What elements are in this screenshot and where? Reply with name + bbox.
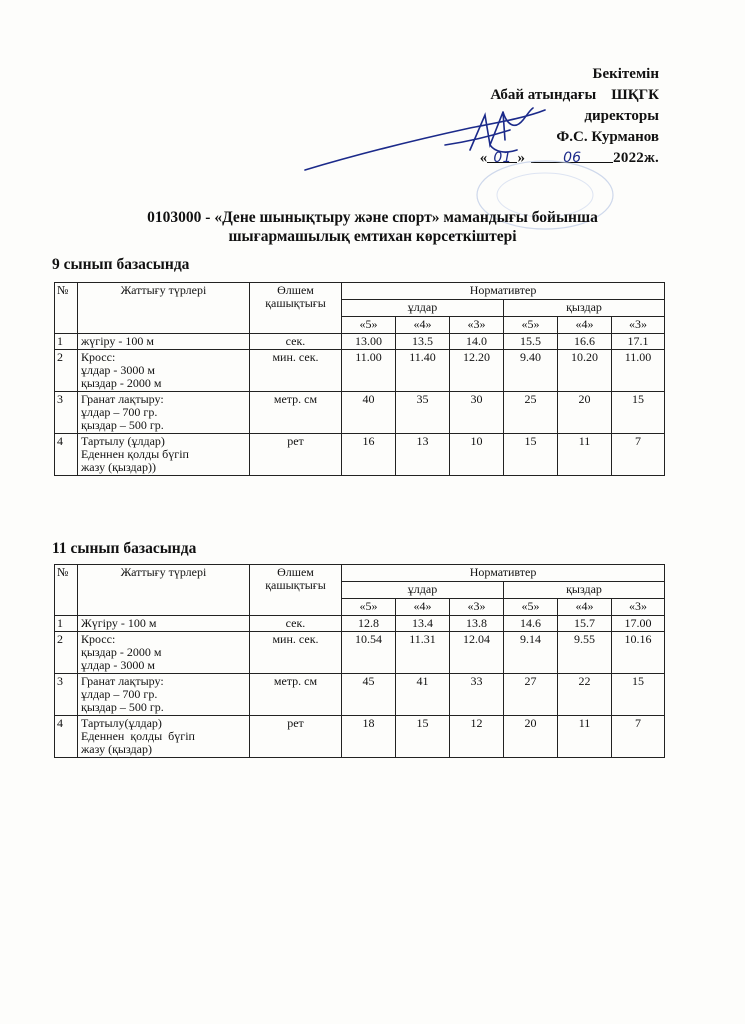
value-cell: 40 — [342, 392, 396, 434]
row-exercise — [78, 674, 250, 716]
approval-title: Бекітемін — [592, 66, 659, 82]
table-row — [55, 616, 665, 632]
value-cell: 16 — [342, 434, 396, 476]
table-row — [55, 632, 665, 674]
header-unit: Өлшем қашықтығы — [250, 283, 342, 334]
title-line-2: шығармашылық емтихан көрсеткіштері — [228, 228, 517, 245]
norms-table-11 — [54, 564, 665, 758]
row-num: 2 — [55, 632, 78, 674]
value-cell: 10.20 — [558, 350, 612, 392]
header-unit: Өлшем қашықтығы — [250, 565, 342, 616]
exercise-line: Гранат лақтыру: — [81, 674, 164, 688]
row-exercise — [78, 334, 250, 350]
value-cell: 9.14 — [504, 632, 558, 674]
section-9-title: 9 сынып базасында — [52, 256, 190, 273]
table-row — [55, 674, 665, 716]
value-cell: 12.8 — [342, 616, 396, 632]
value-cell: 9.55 — [558, 632, 612, 674]
row-unit: сек. — [250, 616, 342, 632]
approval-position: директоры — [584, 108, 659, 124]
exercise-line: Гранат лақтыру: — [81, 392, 164, 406]
row-unit: рет — [250, 434, 342, 476]
row-num: 4 — [55, 434, 78, 476]
value-cell: 17.1 — [612, 334, 665, 350]
value-cell: 30 — [450, 392, 504, 434]
value-cell: 35 — [396, 392, 450, 434]
row-num: 1 — [55, 334, 78, 350]
table-row — [55, 392, 665, 434]
value-cell: 11.31 — [396, 632, 450, 674]
exercise-line: ұлдар - 3000 м — [81, 658, 156, 672]
row-unit: мин. сек. — [250, 350, 342, 392]
exercise-line: Тартылу (ұлдар) — [81, 434, 165, 448]
section-11-title: 11 сынып базасында — [52, 540, 197, 557]
exercise-line: Жүгіру - 100 м — [81, 616, 157, 630]
exercise-line: Еденнен қолды бүгіп — [81, 447, 189, 461]
exercise-line: қыздар – 500 гр. — [81, 418, 164, 432]
header-grade-3: «3» — [612, 599, 665, 616]
header-girls: қыздар — [504, 582, 665, 599]
row-unit: сек. — [250, 334, 342, 350]
value-cell: 13.5 — [396, 334, 450, 350]
row-exercise — [78, 716, 250, 758]
exercise-line: Кросс: — [81, 350, 116, 364]
value-cell: 13.8 — [450, 616, 504, 632]
row-num: 3 — [55, 674, 78, 716]
table-row — [55, 350, 665, 392]
row-exercise — [78, 632, 250, 674]
value-cell: 12.20 — [450, 350, 504, 392]
header-grade-4: «4» — [396, 599, 450, 616]
value-cell: 16.6 — [558, 334, 612, 350]
exercise-line: Кросс: — [81, 632, 116, 646]
value-cell: 13.00 — [342, 334, 396, 350]
value-cell: 7 — [612, 434, 665, 476]
exercise-line: жазу (қыздар) — [81, 742, 152, 756]
header-exercise: Жаттығу түрлері — [78, 565, 250, 616]
header-grade-5: «5» — [342, 599, 396, 616]
exercise-line: ұлдар – 700 гр. — [81, 687, 158, 701]
value-cell: 9.40 — [504, 350, 558, 392]
row-num: 3 — [55, 392, 78, 434]
header-norms: Нормативтер — [342, 283, 665, 300]
exercise-line: жазу (қыздар)) — [81, 460, 156, 474]
exercise-line: ұлдар - 3000 м — [81, 363, 156, 377]
value-cell: 25 — [504, 392, 558, 434]
value-cell: 10.54 — [342, 632, 396, 674]
header-num: № — [55, 283, 78, 334]
header-grade-5: «5» — [342, 317, 396, 334]
value-cell: 12.04 — [450, 632, 504, 674]
row-unit: рет — [250, 716, 342, 758]
value-cell: 11.00 — [612, 350, 665, 392]
value-cell: 11 — [558, 434, 612, 476]
value-cell: 13 — [396, 434, 450, 476]
row-num: 2 — [55, 350, 78, 392]
value-cell: 11.00 — [342, 350, 396, 392]
exercise-line: Тартылу(ұлдар) — [81, 716, 162, 730]
value-cell: 20 — [504, 716, 558, 758]
header-exercise: Жаттығу түрлері — [78, 283, 250, 334]
header-grade-4: «4» — [396, 317, 450, 334]
value-cell: 12 — [450, 716, 504, 758]
header-num: № — [55, 565, 78, 616]
exercise-line: қыздар – 500 гр. — [81, 700, 164, 714]
document-title — [0, 208, 745, 246]
header-girls: қыздар — [504, 300, 665, 317]
date-month: 06 — [563, 150, 582, 166]
exercise-line: Еденнен қолды бүгіп — [81, 729, 195, 743]
value-cell: 13.4 — [396, 616, 450, 632]
approval-org: Абай атындағы ШҚГК — [490, 87, 659, 103]
row-exercise — [78, 392, 250, 434]
row-exercise — [78, 350, 250, 392]
value-cell: 7 — [612, 716, 665, 758]
exercise-line: қыздар - 2000 м — [81, 645, 162, 659]
table-row — [55, 716, 665, 758]
header-boys: ұлдар — [342, 300, 504, 317]
row-num: 4 — [55, 716, 78, 758]
value-cell: 15 — [396, 716, 450, 758]
row-exercise — [78, 434, 250, 476]
exercise-line: жүгіру - 100 м — [81, 334, 154, 348]
date-day: 01 — [493, 150, 512, 166]
value-cell: 15.7 — [558, 616, 612, 632]
row-unit: мин. сек. — [250, 632, 342, 674]
table-row — [55, 434, 665, 476]
exercise-line: қыздар - 2000 м — [81, 376, 162, 390]
value-cell: 15 — [612, 674, 665, 716]
row-unit: метр. см — [250, 674, 342, 716]
value-cell: 20 — [558, 392, 612, 434]
value-cell: 15 — [504, 434, 558, 476]
value-cell: 33 — [450, 674, 504, 716]
value-cell: 11 — [558, 716, 612, 758]
exercise-line: ұлдар – 700 гр. — [81, 405, 158, 419]
value-cell: 41 — [396, 674, 450, 716]
value-cell: 22 — [558, 674, 612, 716]
value-cell: 11.40 — [396, 350, 450, 392]
title-line-1: 0103000 - «Дене шынықтыру және спорт» мамандығы бойынша — [147, 209, 598, 226]
header-grade-5: «5» — [504, 317, 558, 334]
date-quote-open: « — [479, 150, 488, 166]
header-grade-3: «3» — [450, 599, 504, 616]
value-cell: 18 — [342, 716, 396, 758]
value-cell: 14.0 — [450, 334, 504, 350]
value-cell: 15 — [612, 392, 665, 434]
date-quote-close: » — [517, 150, 526, 166]
header-grade-4: «4» — [558, 317, 612, 334]
date-year: 2022ж. — [613, 150, 659, 166]
header-grade-4: «4» — [558, 599, 612, 616]
table-row — [55, 334, 665, 350]
value-cell: 10.16 — [612, 632, 665, 674]
value-cell: 27 — [504, 674, 558, 716]
header-grade-3: «3» — [612, 317, 665, 334]
value-cell: 15.5 — [504, 334, 558, 350]
header-norms: Нормативтер — [342, 565, 665, 582]
header-grade-5: «5» — [504, 599, 558, 616]
row-exercise — [78, 616, 250, 632]
header-grade-3: «3» — [450, 317, 504, 334]
norms-table-9 — [54, 282, 665, 476]
value-cell: 45 — [342, 674, 396, 716]
value-cell: 17.00 — [612, 616, 665, 632]
row-unit: метр. см — [250, 392, 342, 434]
value-cell: 10 — [450, 434, 504, 476]
row-num: 1 — [55, 616, 78, 632]
value-cell: 14.6 — [504, 616, 558, 632]
approval-name: Ф.С. Курманов — [556, 129, 659, 145]
header-boys: ұлдар — [342, 582, 504, 599]
